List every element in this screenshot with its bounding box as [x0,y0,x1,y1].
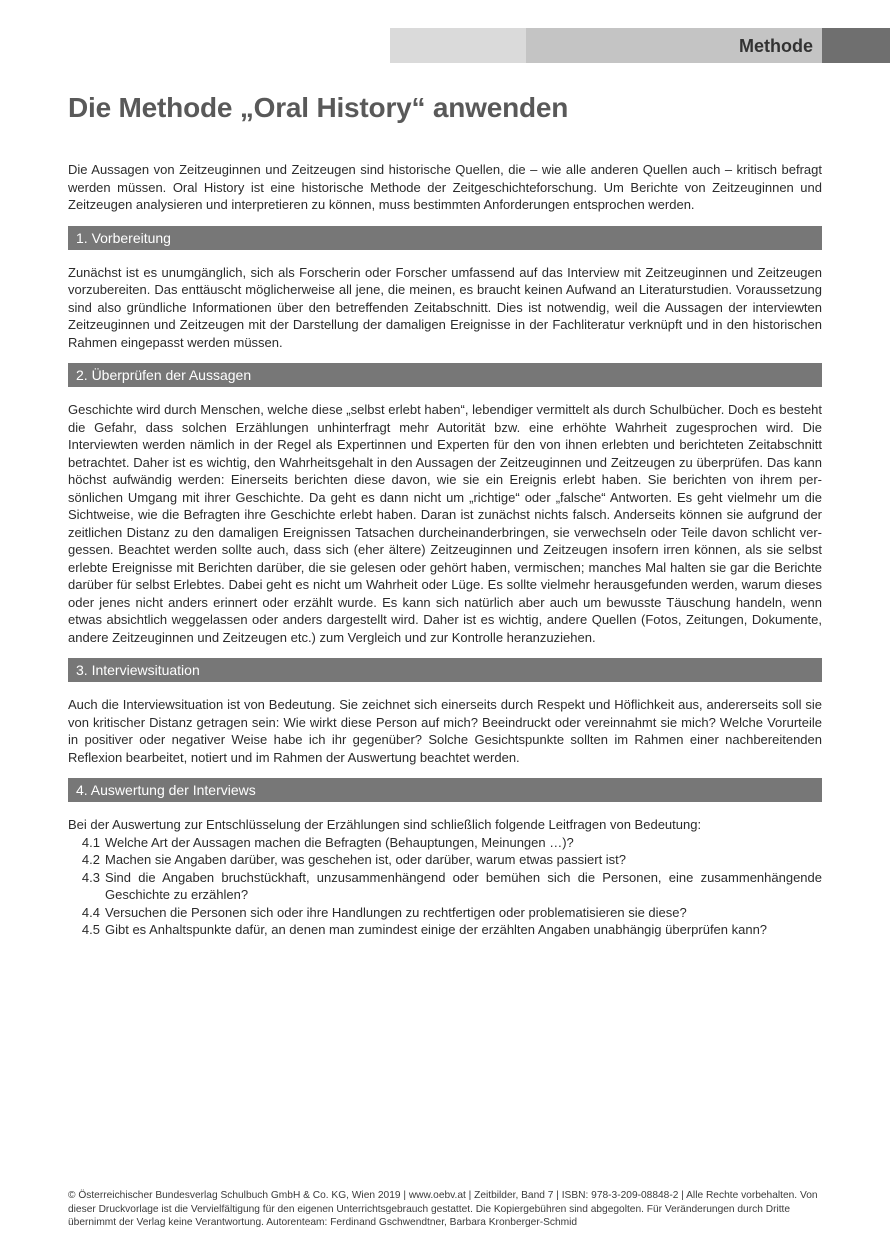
section-heading-vorbereitung: 1. Vorbereitung [68,226,822,250]
question-number: 4.1 [81,834,100,850]
question-text: Sind die Angaben bruchstückhaft, unzusammenhängend oder bemühen sich die Personen, eine zusammenhängende Geschichte zu erzählen? [105,869,822,902]
list-item [68,921,822,939]
section-heading-ueberpruefen: 2. Überprüfen der Aussagen [68,363,822,387]
copyright-footer: © Österreichischer Bundesverlag Schulbuch GmbH & Co. KG, Wien 2019 | www.oebv.at | Zeitbilder, Band 7 | ISBN: 978-3-209-08848-2 | Alle Rechte vorbehalten. Von dieser Druckvorlage ist die Vervielfältigung für den eigenen Unterrichtsgebrauch gestattet. Die Kopiergebühren sind abgegolten. Für Veränderungen durch Dritte übernimmt der Verlag keine Verantwortung. Autorenteam: Ferdinand Gschwendtner, Barbara Kronberger-Schmid [68,1190,818,1228]
question-number: 4.2 [81,852,100,867]
intro-paragraph: Die Aussagen von Zeitzeuginnen und Zeitzeugen sind historische Quellen, die – wie alle anderen Quellen auch – kritisch befragt werden müssen. Oral History ist eine historische Methode der Zeitgeschichteforschung. Um Berichte von Zeitzeuginnen und Zeitzeugen analysieren und interpretieren zu können, muss bestimmten Anforderungen entsprochen werden. [68,162,822,212]
question-number: 4.4 [81,904,100,920]
header-bar-dark [822,28,890,63]
header-bar-light [390,28,526,63]
main-content [68,161,822,939]
section-text-auswertung: Bei der Auswertung zur Entschlüsselung der Erzählungen sind schließlich folgende Leitfragen von Bedeutung: [68,817,702,832]
question-number: 4.5 [81,922,100,937]
section-heading-auswertung: 4. Auswertung der Interviews [68,778,822,802]
question-text: Versuchen die Personen sich oder ihre Handlungen zu rechtfertigen oder problematisieren sie diese? [105,904,687,920]
list-item [68,869,822,904]
section-text-ueberpruefen: Geschichte wird durch Menschen, welche diese „selbst erlebt haben“, lebendiger vermittelt als durch Schulbücher. Doch es besteht die Gefahr, dass solchen Erzählungen unhinterfragt mehr Autorität bzw. eine erhöhte Wahrheit zugesprochen wird. Die Interviewten werden nämlich in der Regel als Expertinnen und Experten für den von ihnen erlebten und berichteten Zeitabschnitt betrachtet. Daher ist es wichtig, den Wahrheitsgehalt in den Aussagen der Zeitzeuginnen und Zeitzeugen zu überprüfen. Das kann höchst aufwändig werden: Einerseits berichten diese davon, wie sie ein Ereignis erlebt haben. Sie berichten von ihrem persönlichen Umgang mit ihrer Geschichte. Da geht es dann nicht um „richtige“ oder „falsche“ Antworten. Es geht vielmehr um die Sichtweise, wie die Befragten ihre Geschichte erlebt haben. Daran ist zunächst nichts falsch. Anderseits können sie aufgrund der zeitlichen Distanz zu den damaligen Ereignissen Tatsachen durcheinanderbringen, sie verwechseln oder Teile davon schlicht vergessen. Beachtet werden sollte auch, dass sich (eher ältere) Zeitzeuginnen und Zeitzeugen insofern irren können, als sie selbst erlebte Ereignisse mit Berichten darüber, die sie gelesen oder gehört haben, vermischen; manches Mal halten sie gar die Berichte darüber für selbst Erlebtes. Dabei geht es nicht um Wahrheit oder Lüge. Es sollte vielmehr herausgefunden werden, warum dieses oder jenes nicht anders erinnert oder erzählt wurde. Es kann sich natürlich aber auch um bewusste Täuschung handeln, wenn etwas absichtlich weggelassen oder anders dargestellt wird. Daher ist es wichtig, andere Quellen (Fotos, Zeitungen, Dokumente, andere Zeitzeuginnen und Zeitzeugen etc.) zum Vergleich und zur Kontrolle heranzuziehen. [68,402,822,645]
question-number: 4.3 [81,869,100,885]
question-text: Gibt es Anhaltspunkte dafür, an denen man zumindest einige der erzählten Angaben unabhängig überprüfen kann? [105,922,768,937]
list-item [68,834,822,852]
section-text-vorbereitung: Zunächst ist es unumgänglich, sich als Forscherin oder Forscher umfassend auf das Interview mit Zeitzeuginnen und Zeitzeugen vorzubereiten. Das enttäuscht möglicherweise all jene, die meinen, es braucht keinen Aufwand an Literaturstudien. Voraussetzung sind also gründliche Informationen über den betreffenden Zeitabschnitt. Dies ist notwendig, weil die Aussagen der interviewten Zeitzeuginnen und Zeitzeugen mit der Darstellung der damaligen Ereignisse in der Fachliteratur verknüpft und in den historischen Rahmen eingepasst werden müssen. [68,264,822,350]
list-item [68,851,822,869]
page-title: Die Methode „Oral History“ anwenden [68,92,569,123]
question-list [68,834,822,939]
section-text-interviewsituation: Auch die Interviewsituation ist von Bedeutung. Sie zeichnet sich einerseits durch Respekt und Höflichkeit aus, andererseits soll sie von kritischer Distanz getragen sein: Wie wirkt diese Person auf mich? Beeindruckt oder vereinnahmt sie mich? Welche Vorurteile in positiver oder negativer Weise habe ich ihr gegenüber? Solche Gesichtspunkte sollten im Rahmen einer nachbereitenden Reflexion bearbeitet, notiert und im Rahmen der Auswertung beachtet werden. [68,697,822,765]
section-heading-interviewsituation: 3. Interviewsituation [68,658,822,682]
question-text: Machen sie Angaben darüber, was geschehen ist, oder darüber, warum etwas passiert ist? [105,852,627,867]
header-label: Methode [739,36,813,56]
question-text: Welche Art der Aussagen machen die Befragten (Behauptungen, Meinungen …)? [105,834,574,850]
list-item [68,904,822,922]
